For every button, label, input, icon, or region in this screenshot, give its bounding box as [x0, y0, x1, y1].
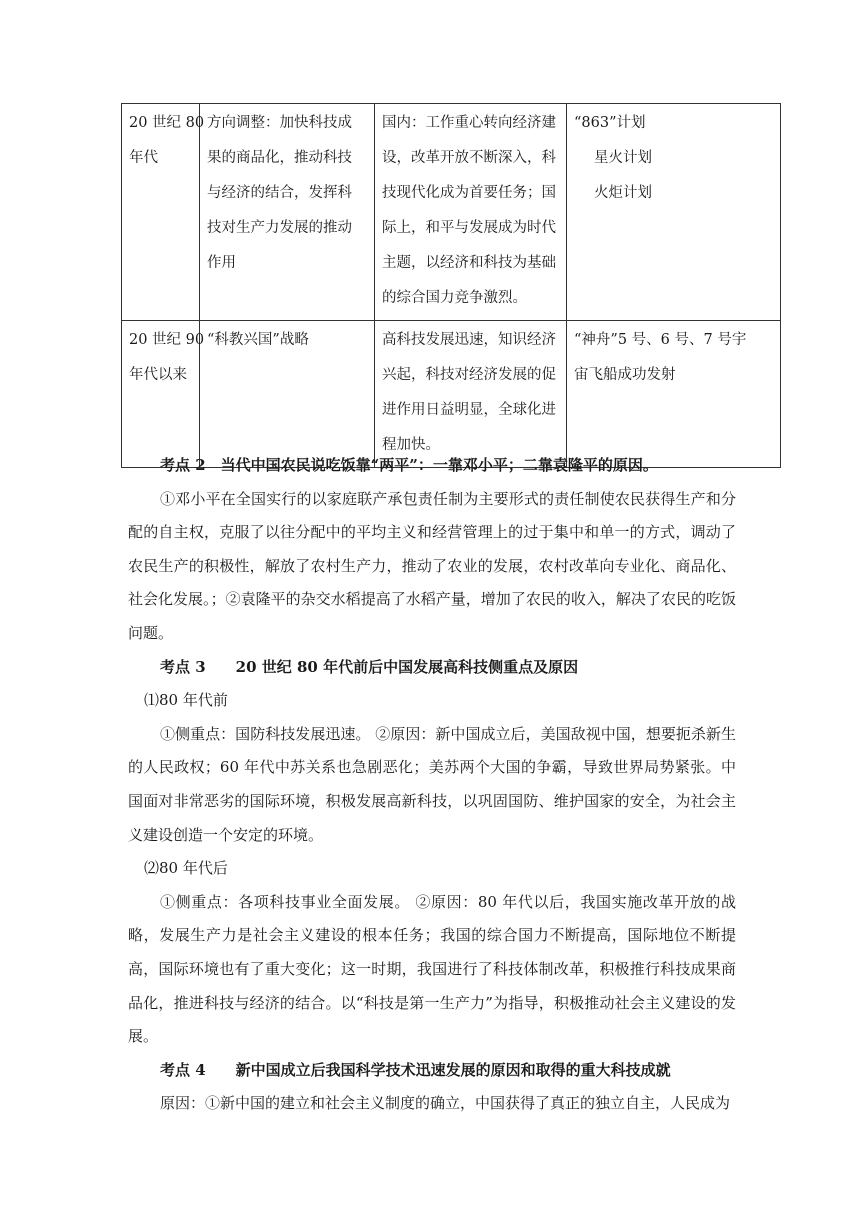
cell-line: 星火计划 — [594, 150, 652, 166]
cell-line: 国内：工作重心转向经济建 — [382, 115, 556, 131]
cell-line: “科教兴国”战略 — [207, 332, 309, 348]
table-row — [122, 104, 781, 321]
cell-line: 年代以来 — [129, 367, 187, 383]
cell-line: 作用 — [207, 255, 236, 271]
subsection-label: ⑵80 年代后 — [144, 859, 228, 878]
cell-line: 程加快。 — [382, 437, 440, 453]
section-heading: 考点 4 新中国成立后我国科学技术迅速发展的原因和取得的重大科技成就 — [160, 1060, 671, 1079]
cell-line: 兴起，科技对经济发展的促 — [382, 367, 556, 383]
cell-line: 方向调整：加快科技成 — [207, 115, 352, 131]
cell-line: 果的商品化，推动科技 — [207, 150, 352, 166]
table-row — [122, 321, 781, 468]
cell-line: 高科技发展迅速，知识经济 — [382, 332, 556, 348]
background-cell — [375, 104, 567, 321]
cell-line: 设，改革开放不断深入，科 — [382, 150, 556, 166]
cell-line: 20 世纪 90 — [129, 332, 205, 348]
cell-line: 年代 — [129, 150, 158, 166]
achievement-cell — [567, 321, 781, 468]
cell-line: “863”计划 — [574, 115, 646, 131]
section-heading: 考点 3 20 世纪 80 年代前后中国发展高科技侧重点及原因 — [160, 657, 579, 676]
cell-line: 际上，和平与发展成为时代 — [382, 220, 556, 236]
paragraph: ①侧重点：国防科技发展迅速。 ②原因：新中国成立后，美国敌视中国，想要扼杀新生的人民政权；60 年代中苏关系也急剧恶化；美苏两个大国的争霸，导致世界局势紧张。中国面对非常恶劣的国际环境，积极发展高新科技，以巩固国防、维护国家的安全，为社会主义建设创造一个安定的环境。 — [128, 724, 736, 844]
cell-line: “神舟”5 号、6 号、7 号宇 — [574, 332, 747, 348]
cell-line: 进作用日益明显，全球化进 — [382, 402, 556, 418]
period-cell — [122, 321, 205, 468]
policy-cell — [200, 321, 375, 468]
policy-cell — [200, 104, 375, 321]
cell-line: 技对生产力发展的推动 — [207, 220, 352, 236]
cell-line: 宙飞船成功发射 — [574, 367, 676, 383]
cell-line: 20 世纪 80 — [129, 115, 205, 131]
paragraph: ①邓小平在全国实行的以家庭联产承包责任制为主要形式的责任制使农民获得生产和分配的自主权，克服了以往分配中的平均主义和经营管理上的过于集中和单一的方式，调动了农民生产的积极性，解放了农村生产力，推动了农业的发展，农村改革向专业化、商品化、社会化发展。；②袁隆平的杂交水稻提高了水稻产量，增加了农民的收入，解决了农民的吃饭问题。 — [128, 489, 736, 642]
period-cell — [122, 104, 205, 321]
subsection-label: ⑴80 年代前 — [144, 691, 228, 710]
science-policy-table — [121, 103, 781, 468]
cell-line: 火炬计划 — [594, 185, 652, 201]
cell-line: 的综合国力竞争激烈。 — [382, 290, 527, 306]
cell-line: 与经济的结合，发挥科 — [207, 185, 352, 201]
paragraph: 原因：①新中国的建立和社会主义制度的确立，中国获得了真正的独立自主，人民成为 — [160, 1094, 731, 1113]
document-body — [128, 449, 736, 1121]
achievement-cell — [567, 104, 781, 321]
section-heading: 考点 2 当代中国农民说吃饭靠“两平”：一靠邓小平；二靠袁隆平的原因。 — [160, 456, 658, 474]
background-cell — [375, 321, 567, 468]
cell-line: 主题，以经济和科技为基础 — [382, 255, 556, 271]
cell-line: 技现代化成为首要任务；国 — [382, 185, 556, 201]
paragraph: ①侧重点：各项科技事业全面发展。 ②原因：80 年代以后，我国实施改革开放的战略，发展生产力是社会主义建设的根本任务；我国的综合国力不断提高，国际地位不断提高，国际环境也有了重大变化；这一时期，我国进行了科技体制改革，积极推行科技成果商品化，推进科技与经济的结合。以“科技是第一生产力”为指导，积极推动社会主义建设的发展。 — [128, 892, 736, 1046]
